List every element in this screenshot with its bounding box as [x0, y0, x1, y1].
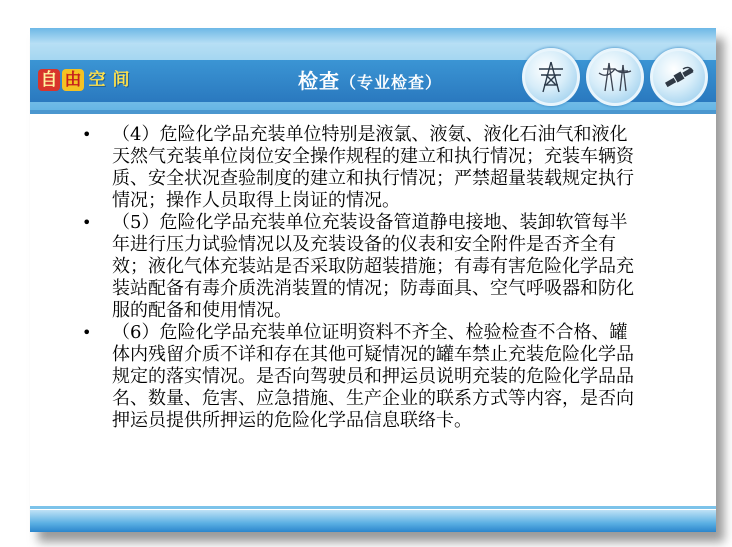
header-stripe-top: [30, 28, 716, 44]
bullet-item-5: [82, 212, 642, 322]
power-lines-icon: [586, 48, 644, 106]
bullet-item-4: [82, 124, 642, 212]
logo-char-2: 由: [62, 69, 84, 91]
bullet-item-6: [82, 322, 642, 432]
bullet-text: （6）危险化学品充装单位证明资料不齐全、检验检查不合格、罐体内残留介质不详和存在其他可疑情况的罐车禁止充装危险化学品规定的落实情况。是否向驾驶员和押运员说明充装的危险化学品品名、数量、危害、应急措施、生产企业的联系方式等内容，是否向押运员提供所押运的危险化学品信息联络卡。: [112, 322, 634, 431]
slide-title-subtitle: （专业检查）: [339, 73, 442, 92]
footer-band: [30, 510, 716, 532]
header-icon-group: [522, 48, 708, 106]
bullet-text: （4）危险化学品充装单位特别是液氯、液氨、液化石油气和液化天然气充装单位岗位安全操作规程的建立和执行情况；充装车辆资质、安全状况查验制度的建立和执行情况；严禁超量装载规定执行情况；操作人员取得上岗证的情况。: [112, 124, 634, 211]
bullet-marker: •: [82, 125, 92, 144]
slide-header: [30, 28, 716, 112]
slide-title-main: 检查: [297, 69, 340, 93]
logo-char-3: 空: [88, 70, 106, 90]
bullet-marker: •: [82, 323, 92, 342]
logo-char-1: 自: [38, 69, 60, 91]
header-stripe-bottom: [30, 110, 716, 114]
bullet-list: [82, 124, 642, 432]
slide: [30, 28, 716, 532]
power-tower-icon: [522, 48, 580, 106]
slide-title: [210, 62, 530, 100]
logo-char-4: 间: [112, 70, 130, 90]
footer-line: [30, 506, 716, 509]
bullet-text: （5）危险化学品充装单位充装设备管道静电接地、装卸软管每半年进行压力试验情况以及充装设备的仪表和安全附件是否齐全有效；液化气体充装站是否采取防超装措施；有毒有害危险化学品充装站配备有毒介质洗消装置的情况；防毒面具、空气呼吸器和防化服的配备和使用情况。: [112, 212, 634, 321]
satellite-icon: [650, 48, 708, 106]
bullet-marker: •: [82, 213, 92, 232]
logo: [38, 62, 132, 98]
